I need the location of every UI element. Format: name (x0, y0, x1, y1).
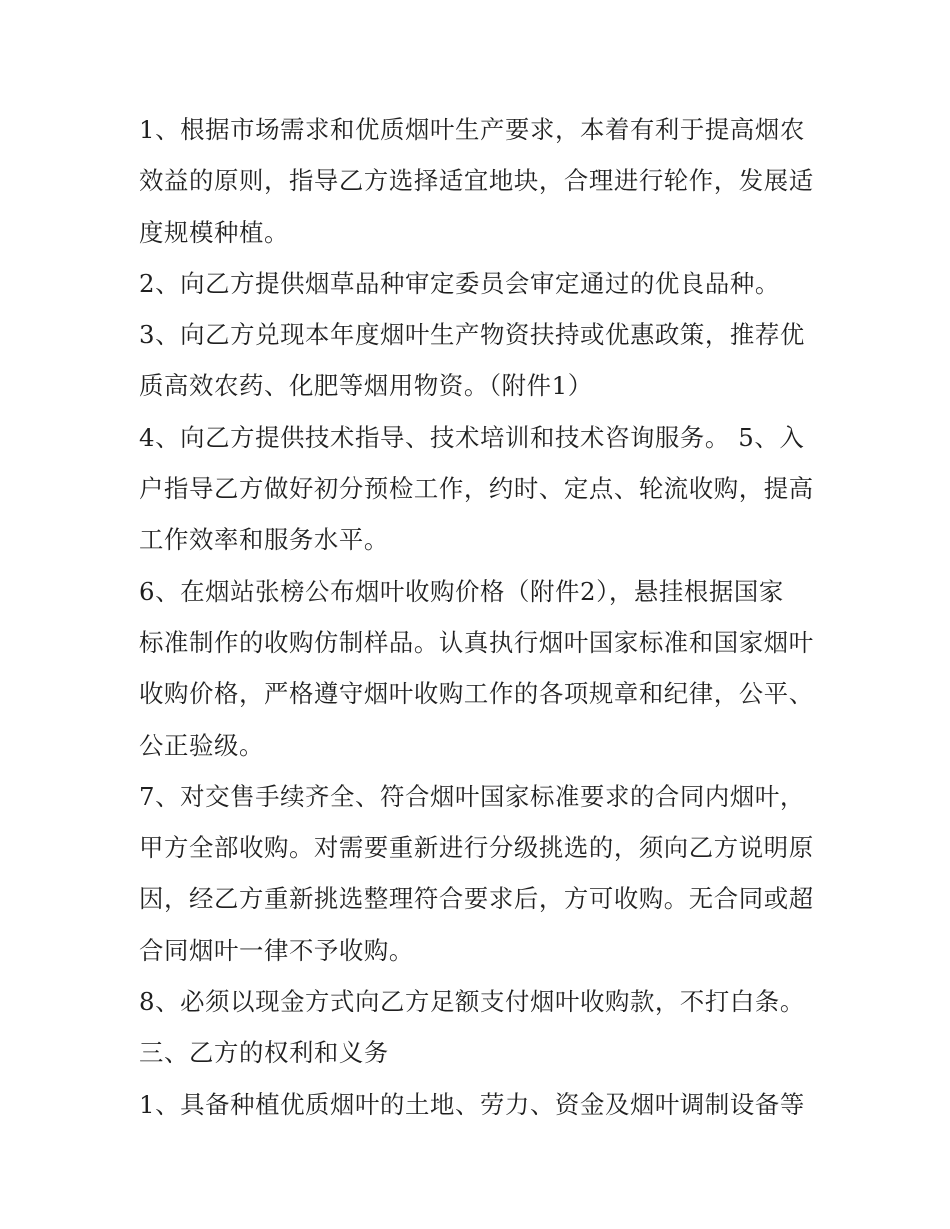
text-line: 8、必须以现金方式向乙方足额支付烟叶收购款，不打白条。 (139, 987, 805, 1017)
text-line: 1、具备种植优质烟叶的土地、劳力、资金及烟叶调制设备等 (139, 1089, 805, 1119)
text-line: 2、向乙方提供烟草品种审定委员会审定通过的优良品种。 (139, 268, 780, 298)
text-line: 3、向乙方兑现本年度烟叶生产物资扶持或优惠政策，推荐优 (139, 320, 805, 350)
text-line: 户指导乙方做好初分预检工作，约时、定点、轮流收购，提高 (139, 474, 814, 504)
section-heading: 三、乙方的权利和义务 (139, 1038, 389, 1068)
text-line: 收购价格，严格遵守烟叶收购工作的各项规章和纪律，公平、 (139, 679, 814, 709)
text-line: 公正验级。 (139, 730, 264, 760)
text-line: 1、根据市场需求和优质烟叶生产要求，本着有利于提高烟农 (139, 115, 805, 144)
text-line: 4、向乙方提供技术指导、技术培训和技术咨询服务。 5、入 (139, 422, 805, 452)
text-line: 甲方全部收购。对需要重新进行分级挑选的，须向乙方说明原 (139, 833, 814, 863)
text-line: 合同烟叶一律不予收购。 (139, 935, 414, 965)
text-line: 度规模种植。 (139, 217, 289, 247)
text-line: 工作效率和服务水平。 (139, 525, 389, 555)
document-body (139, 104, 819, 1130)
text-line: 6、在烟站张榜公布烟叶收购价格（附件2），悬挂根据国家 (139, 576, 784, 606)
text-line: 质高效农药、化肥等烟用物资。（附件1） (139, 371, 593, 401)
text-line: 标准制作的收购仿制样品。认真执行烟叶国家标准和国家烟叶 (139, 627, 814, 657)
text-line: 因，经乙方重新挑选整理符合要求后，方可收购。无合同或超 (139, 884, 814, 914)
text-line: 7、对交售手续齐全、符合烟叶国家标准要求的合同内烟叶， (139, 781, 805, 811)
text-line: 效益的原则，指导乙方选择适宜地块，合理进行轮作，发展适 (139, 166, 814, 196)
